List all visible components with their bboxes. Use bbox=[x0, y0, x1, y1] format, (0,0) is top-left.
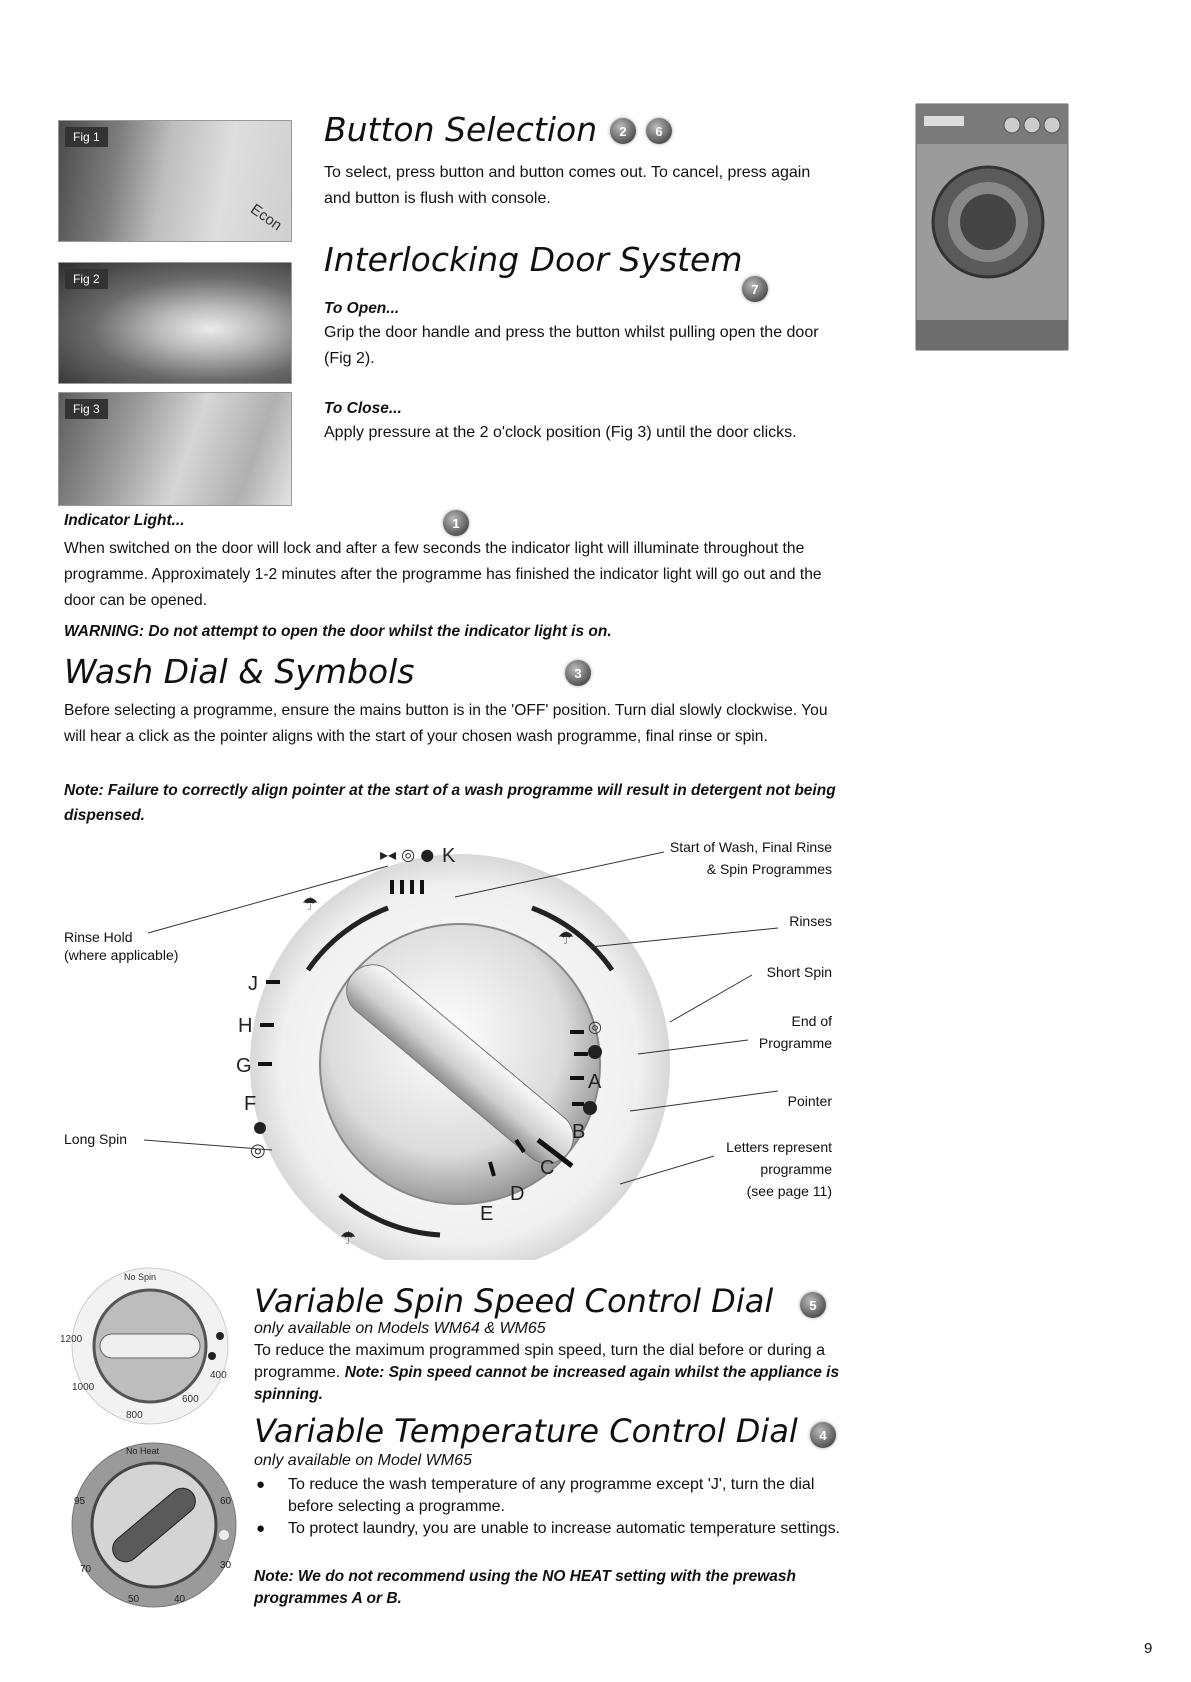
dial-letter-g: G bbox=[236, 1055, 252, 1077]
spin-dial-600: 600 bbox=[182, 1394, 199, 1405]
dial-letter-e: E bbox=[480, 1203, 494, 1225]
spin-dial-text bbox=[254, 1340, 844, 1406]
label-letters-line1: Letters represent bbox=[726, 1139, 832, 1155]
label-letters-line3: (see page 11) bbox=[746, 1183, 832, 1199]
spin-dial-image bbox=[60, 1266, 240, 1426]
temp-dial-60: 60 bbox=[220, 1496, 232, 1507]
spin-dial-800: 800 bbox=[126, 1410, 143, 1421]
label-rinse-hold-line1: Rinse Hold bbox=[64, 929, 133, 945]
svg-text:◎: ◎ bbox=[250, 1140, 266, 1161]
dial-letter-k: K bbox=[442, 845, 456, 867]
temp-dial-models: only available on Model WM65 bbox=[254, 1452, 472, 1469]
label-rinses: Rinses bbox=[789, 913, 832, 929]
badge-5: 5 bbox=[800, 1292, 826, 1318]
to-open-text: Grip the door handle and press the button whilst pulling open the door (Fig 2). bbox=[324, 324, 819, 367]
spin-dial-note: Note: Spin speed cannot be increased again whilst the appliance is spinning. bbox=[254, 1364, 840, 1403]
to-close-text: Apply pressure at the 2 o'clock position (Fig 3) until the door clicks. bbox=[324, 424, 797, 441]
indicator-warning: WARNING: Do not attempt to open the door whilst the indicator light is on. bbox=[64, 623, 612, 640]
badge-4: 4 bbox=[810, 1422, 836, 1448]
label-end-of-programme bbox=[700, 1010, 832, 1054]
dial-letter-a: A bbox=[588, 1071, 602, 1093]
button-selection-title: Button Selection bbox=[324, 110, 598, 149]
temp-dial-40: 40 bbox=[174, 1594, 186, 1605]
label-long-spin: Long Spin bbox=[64, 1131, 128, 1147]
spin-dial-body: To reduce the maximum programmed spin speed, turn the dial before or during a programme. bbox=[254, 1342, 825, 1381]
spin-dial-nospin: No Spin bbox=[124, 1272, 157, 1282]
temp-dial-bullet-2: ● To protect laundry, you are unable to increase automatic temperature settings. bbox=[254, 1518, 854, 1540]
temp-dial-title: Variable Temperature Control Dial bbox=[254, 1412, 798, 1450]
label-rinse-hold-line2: (where applicable) bbox=[64, 947, 179, 963]
wash-dial-text: Before selecting a programme, ensure the mains button is in the 'OFF' position. Turn dial slowly clockwise. You will hear a click as the pointer aligns with the start of your chosen wash programme, final rinse or spin. bbox=[64, 702, 828, 745]
badge-3: 3 bbox=[565, 660, 591, 686]
dial-letter-f: F bbox=[244, 1093, 257, 1115]
label-letters-line2: programme bbox=[760, 1161, 832, 1177]
fig2-label: Fig 2 bbox=[65, 269, 108, 289]
label-start-line2: & Spin Programmes bbox=[706, 861, 832, 877]
temp-dial-noheat: No Heat bbox=[126, 1446, 160, 1456]
svg-text:◎: ◎ bbox=[588, 1017, 602, 1036]
dial-letter-h: H bbox=[238, 1015, 253, 1037]
temp-dial-95: 95 bbox=[74, 1496, 86, 1507]
fig3-label: Fig 3 bbox=[65, 399, 108, 419]
dial-letter-c: C bbox=[540, 1157, 555, 1179]
svg-text:☂: ☂ bbox=[302, 894, 319, 915]
label-short-spin: Short Spin bbox=[766, 964, 832, 980]
temp-dial-note: Note: We do not recommend using the NO HEAT setting with the prewash programmes A or B. bbox=[254, 1568, 796, 1607]
dial-letter-d: D bbox=[510, 1183, 525, 1205]
temp-dial-image bbox=[64, 1440, 244, 1610]
badge-7: 7 bbox=[742, 276, 768, 302]
button-selection-text: To select, press button and button comes out. To cancel, press again and button is flush with console. bbox=[324, 164, 811, 207]
label-pointer: Pointer bbox=[787, 1093, 832, 1109]
badge-2: 2 bbox=[610, 118, 636, 144]
dial-letter-b: B bbox=[572, 1121, 586, 1143]
spin-dial-title: Variable Spin Speed Control Dial bbox=[254, 1282, 774, 1320]
indicator-heading: Indicator Light... bbox=[64, 512, 185, 529]
badge-1: 1 bbox=[443, 510, 469, 536]
fig1-print-text: Econ bbox=[247, 200, 285, 235]
temp-dial-30: 30 bbox=[220, 1560, 232, 1571]
badge-6: 6 bbox=[646, 118, 672, 144]
temp-dial-bullet-1: ● To reduce the wash temperature of any programme except 'J', turn the dial before selecting a programme. bbox=[254, 1474, 854, 1518]
to-open-heading: To Open... bbox=[324, 300, 400, 317]
indicator-text: When switched on the door will lock and after a few seconds the indicator light will illuminate throughout the programme. Approximately 1-2 minutes after the programme has finished the indicator light will go out and the door can be opened. bbox=[64, 540, 822, 609]
label-letters bbox=[660, 1136, 832, 1202]
label-end-line2: Programme bbox=[758, 1035, 832, 1051]
temp-dial-bullet-list bbox=[254, 1474, 854, 1540]
page-number: 9 bbox=[1144, 1640, 1153, 1657]
to-close-heading: To Close... bbox=[324, 400, 402, 417]
label-start-of-wash bbox=[600, 836, 832, 880]
door-system-title: Interlocking Door System bbox=[324, 240, 743, 279]
svg-text:☂: ☂ bbox=[340, 1228, 357, 1249]
svg-text:▸◂ ◎ ●: ▸◂ ◎ ● bbox=[380, 845, 435, 864]
wash-dial-title: Wash Dial & Symbols bbox=[64, 652, 415, 691]
label-start-line1: Start of Wash, Final Rinse bbox=[669, 839, 832, 855]
spin-dial-1000: 1000 bbox=[72, 1382, 95, 1393]
label-rinse-hold bbox=[64, 926, 178, 966]
spin-dial-models: only available on Models WM64 & WM65 bbox=[254, 1320, 546, 1337]
spin-dial-1200: 1200 bbox=[60, 1334, 83, 1345]
fig1-label: Fig 1 bbox=[65, 127, 108, 147]
wash-dial-note: Note: Failure to correctly align pointer at the start of a wash programme will result in detergent not being dispensed. bbox=[64, 782, 836, 824]
label-end-line1: End of bbox=[791, 1013, 832, 1029]
temp-dial-50: 50 bbox=[128, 1594, 140, 1605]
svg-text:☂: ☂ bbox=[558, 928, 575, 949]
dial-letter-j: J bbox=[248, 973, 258, 995]
spin-dial-400: 400 bbox=[210, 1370, 227, 1381]
temp-dial-70: 70 bbox=[80, 1564, 92, 1575]
temp-dial-bullets bbox=[254, 1474, 854, 1540]
